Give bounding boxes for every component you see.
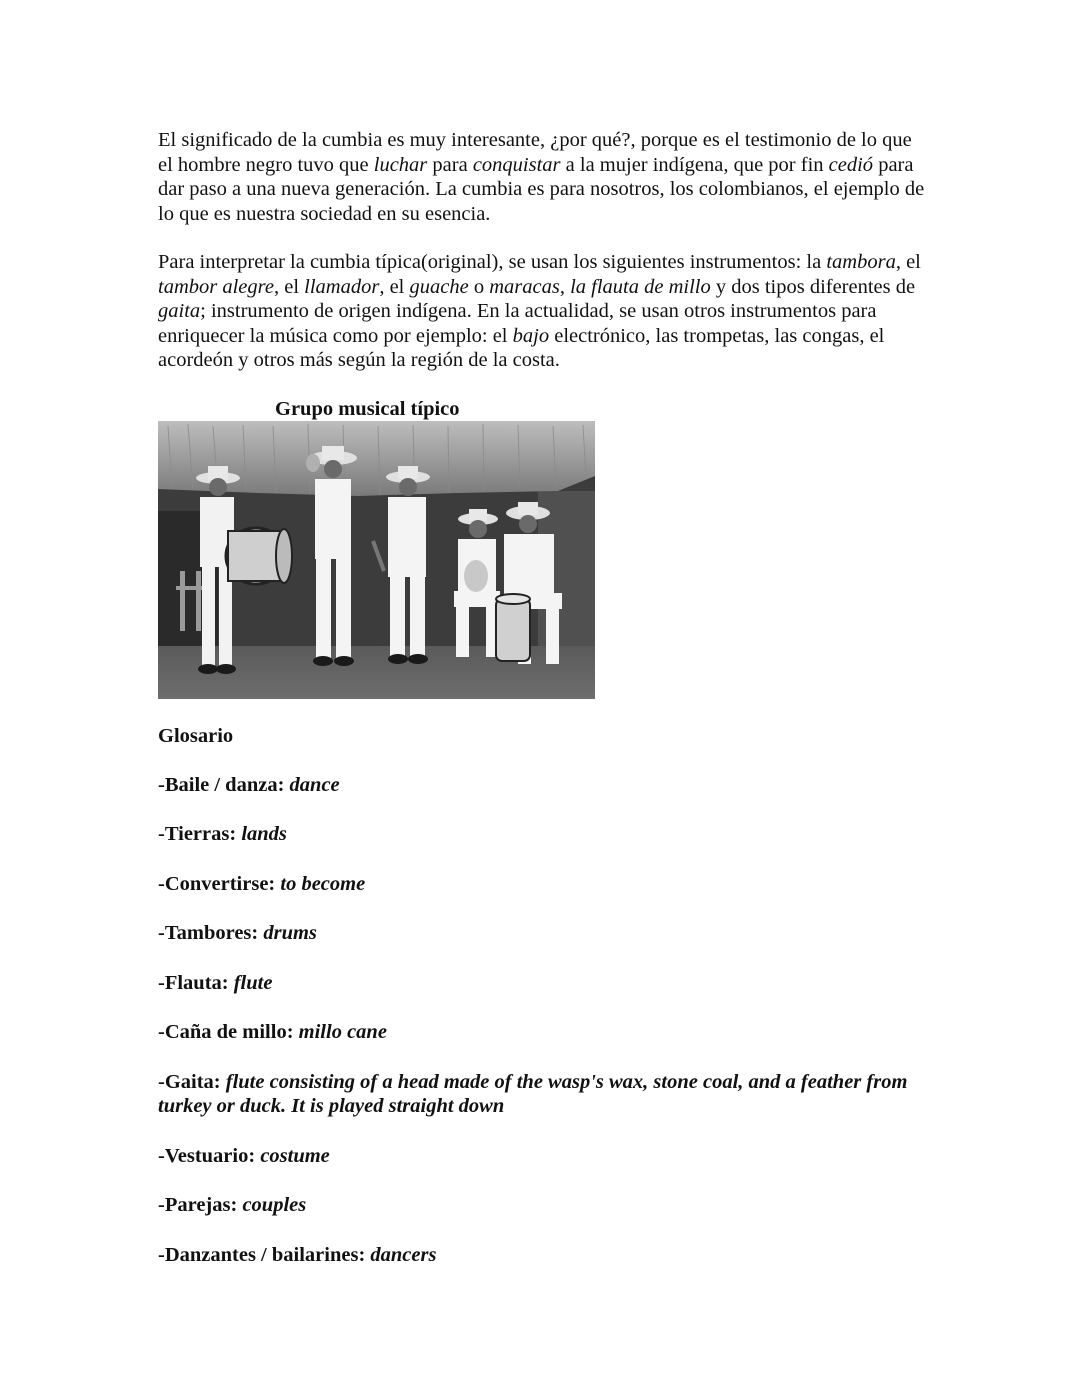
glossary-item xyxy=(158,971,928,996)
italic-term: bajo xyxy=(512,324,550,347)
text-run: y dos tipos diferentes de xyxy=(710,275,916,298)
italic-term: conquistar xyxy=(472,153,561,176)
glossary-term: -Flauta: xyxy=(158,971,234,994)
text-run: o xyxy=(468,275,490,298)
italic-term: la flauta de millo xyxy=(570,275,711,298)
text-run: , xyxy=(559,275,571,298)
glossary-definition: dancers xyxy=(370,1243,437,1266)
glossary-definition: lands xyxy=(241,823,287,845)
glossary-definition: millo cane xyxy=(298,1021,387,1043)
italic-term: tambor alegre xyxy=(158,275,274,298)
glossary-definition: costume xyxy=(260,1144,330,1167)
text-run: ; instrumento de origen indígena. En la actualidad, se usan otros instrumentos para enriquecer la música como por ejemplo: el xyxy=(158,300,877,347)
glossary-term: -Gaita: xyxy=(158,1070,226,1093)
glossary-definition: drums xyxy=(263,922,317,944)
glossary-term: -Baile / danza: xyxy=(158,773,290,796)
glossary-term: -Caña de millo: xyxy=(158,1021,299,1043)
glossary-term: -Vestuario: xyxy=(158,1144,261,1167)
glossary-item xyxy=(158,921,928,946)
text-run: , el xyxy=(273,275,305,298)
glossary-item xyxy=(158,773,928,798)
glossary-term: -Convertirse: xyxy=(158,872,281,895)
glossary-item xyxy=(158,1070,928,1119)
paragraph-instruments xyxy=(158,250,928,373)
glossary-term: -Parejas: xyxy=(158,1194,243,1216)
glossary-item xyxy=(158,1144,928,1169)
glossary-term: -Danzantes / bailarines: xyxy=(158,1243,371,1266)
italic-term: llamador xyxy=(304,275,380,298)
glossary-definition: couples xyxy=(242,1194,307,1216)
text-run: a la mujer indígena, que por fin xyxy=(560,153,829,176)
text-run: Para interpretar la cumbia típica(original), se usan los siguientes instrumentos: la xyxy=(158,251,827,273)
text-run: para dar paso a una nueva generación. La cumbia es para nosotros, los colombianos, el ejemplo de lo que es nuestra sociedad en su esencia. xyxy=(158,153,925,225)
glossary-title: Glosario xyxy=(158,724,234,747)
glossary-list xyxy=(158,773,928,1268)
glossary-item xyxy=(158,872,928,897)
musical-group-photo xyxy=(158,421,595,699)
glossary-definition: flute consisting of a head made of the wasp's wax, stone coal, and a feather from turkey or duck. It is played straight down xyxy=(158,1070,908,1117)
text-run: electrónico, las trompetas, las congas, el acordeón y otros más según la región de la costa. xyxy=(158,324,885,371)
glossary-item xyxy=(158,822,928,847)
text-run: , el xyxy=(895,251,921,273)
italic-term: maracas xyxy=(489,275,560,298)
paragraph-cumbia-meaning xyxy=(158,128,928,226)
glossary-definition: flute xyxy=(233,971,273,994)
text-run: El significado de la cumbia es muy interesante, ¿por qué?, porque es el testimonio de lo que el hombre negro tuvo que xyxy=(158,129,912,176)
italic-term: gaita xyxy=(158,300,201,322)
glossary-item xyxy=(158,1193,928,1218)
text-run: , el xyxy=(379,275,410,298)
italic-term: luchar xyxy=(373,153,428,176)
glossary-definition: to become xyxy=(280,872,366,895)
italic-term: cedió xyxy=(828,153,874,176)
glossary-item xyxy=(158,1243,928,1268)
document-page xyxy=(158,128,928,1267)
glossary-item xyxy=(158,1020,928,1045)
glossary-definition: dance xyxy=(289,773,340,796)
glossary-term: -Tambores: xyxy=(158,922,264,944)
italic-term: guache xyxy=(409,275,469,298)
italic-term: tambora xyxy=(826,251,896,273)
photo-caption: Grupo musical típico xyxy=(275,397,460,420)
glossary-term: -Tierras: xyxy=(158,823,242,845)
text-run: para xyxy=(427,153,473,176)
